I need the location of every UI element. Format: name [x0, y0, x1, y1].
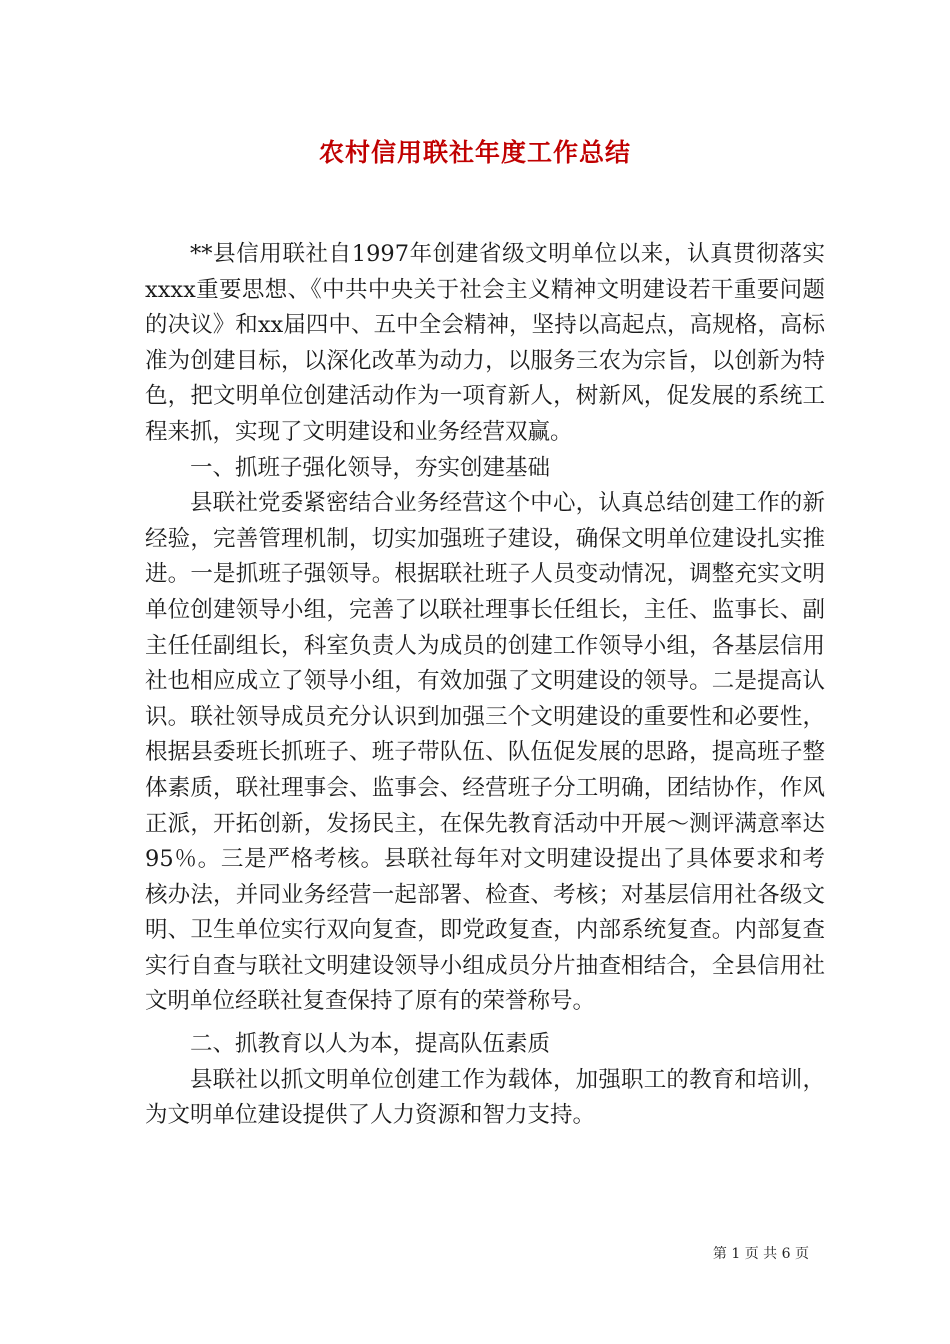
- document-body: [145, 237, 825, 1134]
- section-heading-2: 二、抓教育以人为本，提高队伍素质: [190, 1031, 551, 1058]
- document-title: 农村信用联社年度工作总结: [318, 138, 631, 167]
- page-number: 第 1 页 共 6 页: [712, 1246, 809, 1262]
- section-2-paragraph: 县联社以抓文明单位创建工作为载体，加强职工的教育和培训，为文明单位建设提供了人力资源和智力支持。: [145, 1066, 825, 1129]
- section-heading-1: 一、抓班子强化领导，夯实创建基础: [190, 454, 551, 481]
- section-1-paragraph: 县联社党委紧密结合业务经营这个中心，认真总结创建工作的新经验，完善管理机制，切实加强班子建设，确保文明单位建设扎实推进。一是抓班子强领导。根据联社班子人员变动情况，调整充实文明单位创建领导小组，完善了以联社理事长任组长，主任、监事长、副主任任副组长，科室负责人为成员的创建工作领导小组，各基层信用社也相应成立了领导小组，有效加强了文明建设的领导。二是提高认识。联社领导成员充分认识到加强三个文明建设的重要性和必要性，根据县委班长抓班子、班子带队伍、队伍促发展的思路，提高班子整体素质，联社理事会、监事会、经营班子分工明确，团结协作，作风正派，开拓创新，发扬民主，在保先教育活动中开展～测评满意率达95％。三是严格考核。县联社每年对文明建设提出了具体要求和考核办法，并同业务经营一起部署、检查、考核；对基层信用社各级文明、卫生单位实行双向复查，即党政复查，内部系统复查。内部复查实行自查与联社文明建设领导小组成员分片抽查相结合，全县信用社文明单位经联社复查保持了原有的荣誉称号。: [145, 490, 825, 1015]
- intro-paragraph: **县信用联社自1997年创建省级文明单位以来，认真贯彻落实xxxx重要思想、《中共中央关于社会主义精神文明建设若干重要问题的决议》和xx届四中、五中全会精神，坚持以高起点，高规格，高标准为创建目标，以深化改革为动力，以服务三农为宗旨，以创新为特色，把文明单位创建活动作为一项育新人，树新风，促发展的系统工程来抓，实现了文明建设和业务经营双赢。: [145, 241, 825, 445]
